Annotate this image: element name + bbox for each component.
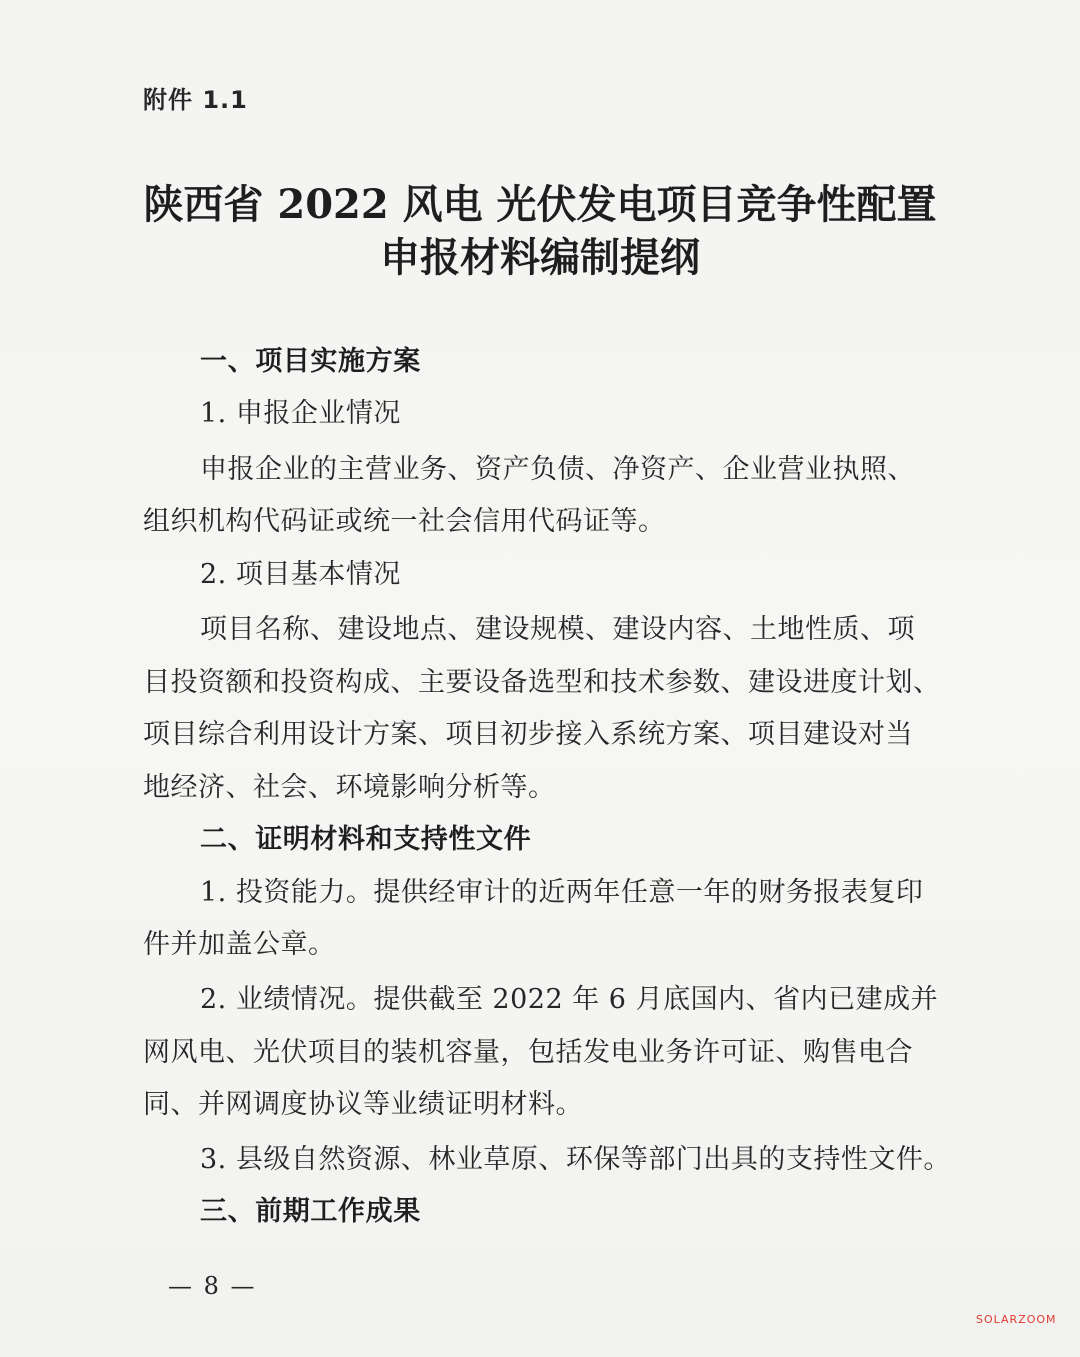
paragraph-line: 目投资额和投资构成、主要设备选型和技术参数、建设进度计划、 <box>143 667 941 698</box>
attachment-label: 附件 1.1 <box>143 86 248 114</box>
section-heading-3: 三、前期工作成果 <box>200 1196 421 1227</box>
watermark: SOLARZOOM <box>976 1313 1057 1326</box>
paragraph-line: 同、并网调度协议等业绩证明材料。 <box>143 1089 583 1120</box>
document-title-line-1: 陕西省 2022 风电 光伏发电项目竞争性配置 <box>143 181 937 228</box>
paragraph-line: 网风电、光伏项目的装机容量，包括发电业务许可证、购售电合 <box>143 1037 913 1068</box>
paragraph-line: 项目综合利用设计方案、项目初步接入系统方案、项目建设对当 <box>143 719 913 750</box>
document-title-line-2: 申报材料编制提纲 <box>380 234 700 281</box>
paragraph-line: 2. 业绩情况。提供截至 2022 年 6 月底国内、省内已建成并 <box>200 984 939 1015</box>
section-heading-1: 一、项目实施方案 <box>200 346 421 377</box>
paragraph-line: 项目名称、建设地点、建设规模、建设内容、土地性质、项 <box>200 614 915 645</box>
paragraph-line: 1. 投资能力。提供经审计的近两年任意一年的财务报表复印 <box>200 877 924 908</box>
item-title-1-1: 1. 申报企业情况 <box>200 398 401 429</box>
item-title-1-2: 2. 项目基本情况 <box>200 559 401 590</box>
page-number: — 8 — <box>168 1272 257 1300</box>
paragraph-line: 件并加盖公章。 <box>143 929 336 960</box>
paragraph-line: 组织机构代码证或统一社会信用代码证等。 <box>143 506 666 537</box>
paragraph-line: 地经济、社会、环境影响分析等。 <box>143 772 556 803</box>
section-heading-2: 二、证明材料和支持性文件 <box>200 824 532 855</box>
paragraph-line: 申报企业的主营业务、资产负债、净资产、企业营业执照、 <box>200 454 915 485</box>
paragraph-line: 3. 县级自然资源、林业草原、环保等部门出具的支持性文件。 <box>200 1144 951 1175</box>
